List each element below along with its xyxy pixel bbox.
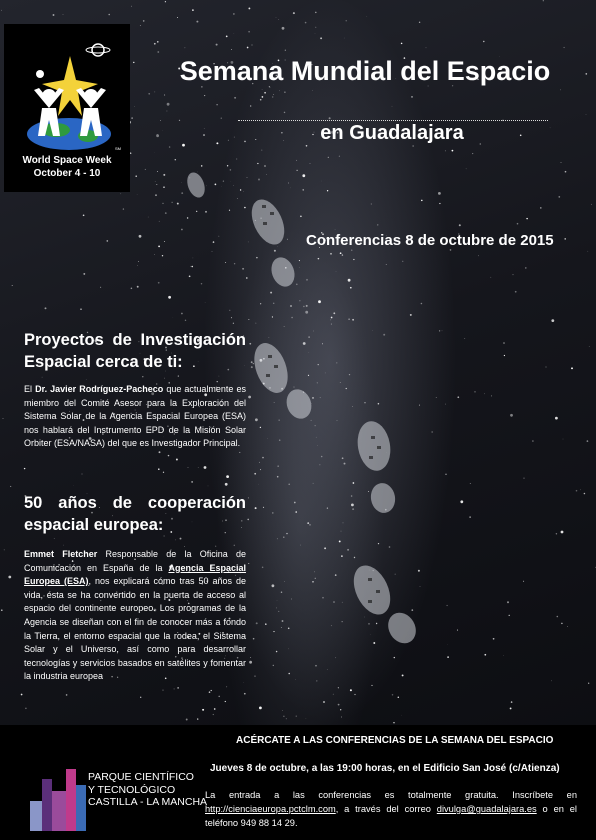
section-2-heading-line-2: espacial europea: (24, 516, 164, 534)
title-divider (238, 120, 548, 121)
speaker-1-name: Dr. Javier Rodríguez-Pacheco (35, 384, 164, 394)
science-park-name (88, 771, 207, 809)
logo-line-1: World Space Week (22, 155, 112, 166)
star-icon (42, 56, 98, 116)
section-2-body-2: , nos explicará cómo tras 50 años de vida, ésta se ha convertido en la puerta de acceso al espacio del continente europeo. Los programas de la Agencia se diseñan con el fin de conocer más a fondo la Tierra, el entorno espacial que la rodea, el Sistema Solar y el Universo, así como para desarrollar tecnologías y servicios basados en satélites y fomentar la industria europea (24, 576, 246, 682)
section-2-text (24, 548, 246, 684)
world-space-week-logo (4, 24, 130, 192)
speaker-2-name: Emmet Fletcher (24, 549, 98, 559)
section-1-text (24, 383, 246, 451)
registration-text-1: La entrada a las conferencias es totalmente gratuita. Inscríbete en (205, 790, 577, 800)
service-mark: SM (115, 146, 121, 151)
footer (0, 725, 596, 840)
section-2-heading (24, 492, 246, 536)
planet-icon (92, 44, 104, 56)
park-line-1: PARQUE CIENTÍFICO (88, 771, 194, 783)
park-line-2: Y TECNOLÓGICO (88, 783, 176, 796)
registration-text-2: , a través del correo (335, 804, 437, 814)
section-1-heading-line-2: Espacial cerca de ti: (24, 353, 183, 371)
page-title: Semana Mundial del Espacio (179, 56, 551, 86)
logo-caption (4, 154, 130, 180)
esa-link[interactable]: Agencia Espacial Europea (ESA) (24, 562, 246, 587)
footer-heading: ACÉRCATE A LAS CONFERENCIAS DE LA SEMANA DEL ESPACIO (236, 735, 554, 746)
event-time-location: Jueves 8 de octubre, a las 19:00 horas, en el Edificio San José (c/Atienza) (210, 763, 560, 774)
page-subtitle: en Guadalajara (320, 122, 464, 144)
section-2-heading-line-1: 50 años de cooperación (24, 494, 246, 512)
section-2-body-1: Responsable de la Oficina de Comunicación en España de la (24, 549, 247, 573)
world-space-week-emblem (4, 24, 130, 154)
email-link[interactable]: divulga@guadalajara.es (436, 804, 537, 814)
section-1-pre: El (24, 384, 36, 394)
registration-url-link[interactable]: http://cienciaeuropa.pctclm.com (205, 804, 336, 814)
section-1-heading (24, 329, 246, 373)
section-1-body: que actualmente es miembro del Comité Asesor para la Exploración del Sistema Solar de la Agencia Espacial Europea (ESA) nos hablará del Instrumento EPD de la Misión Solar Orbiter (ESA/NASA) del que es Investigador Principal. (24, 384, 246, 449)
park-line-3: CASTILLA - LA MANCHA (88, 796, 208, 808)
registration-text-3: o en el teléfono 949 88 14 29. (205, 804, 577, 828)
section-1-heading-line-1: Proyectos de Investigación (24, 331, 246, 349)
logo-line-2: October 4 - 10 (33, 168, 101, 179)
science-park-logo-icon (28, 761, 88, 833)
conference-date: Conferencias 8 de octubre de 2015 (306, 232, 554, 249)
registration-text (205, 788, 577, 830)
